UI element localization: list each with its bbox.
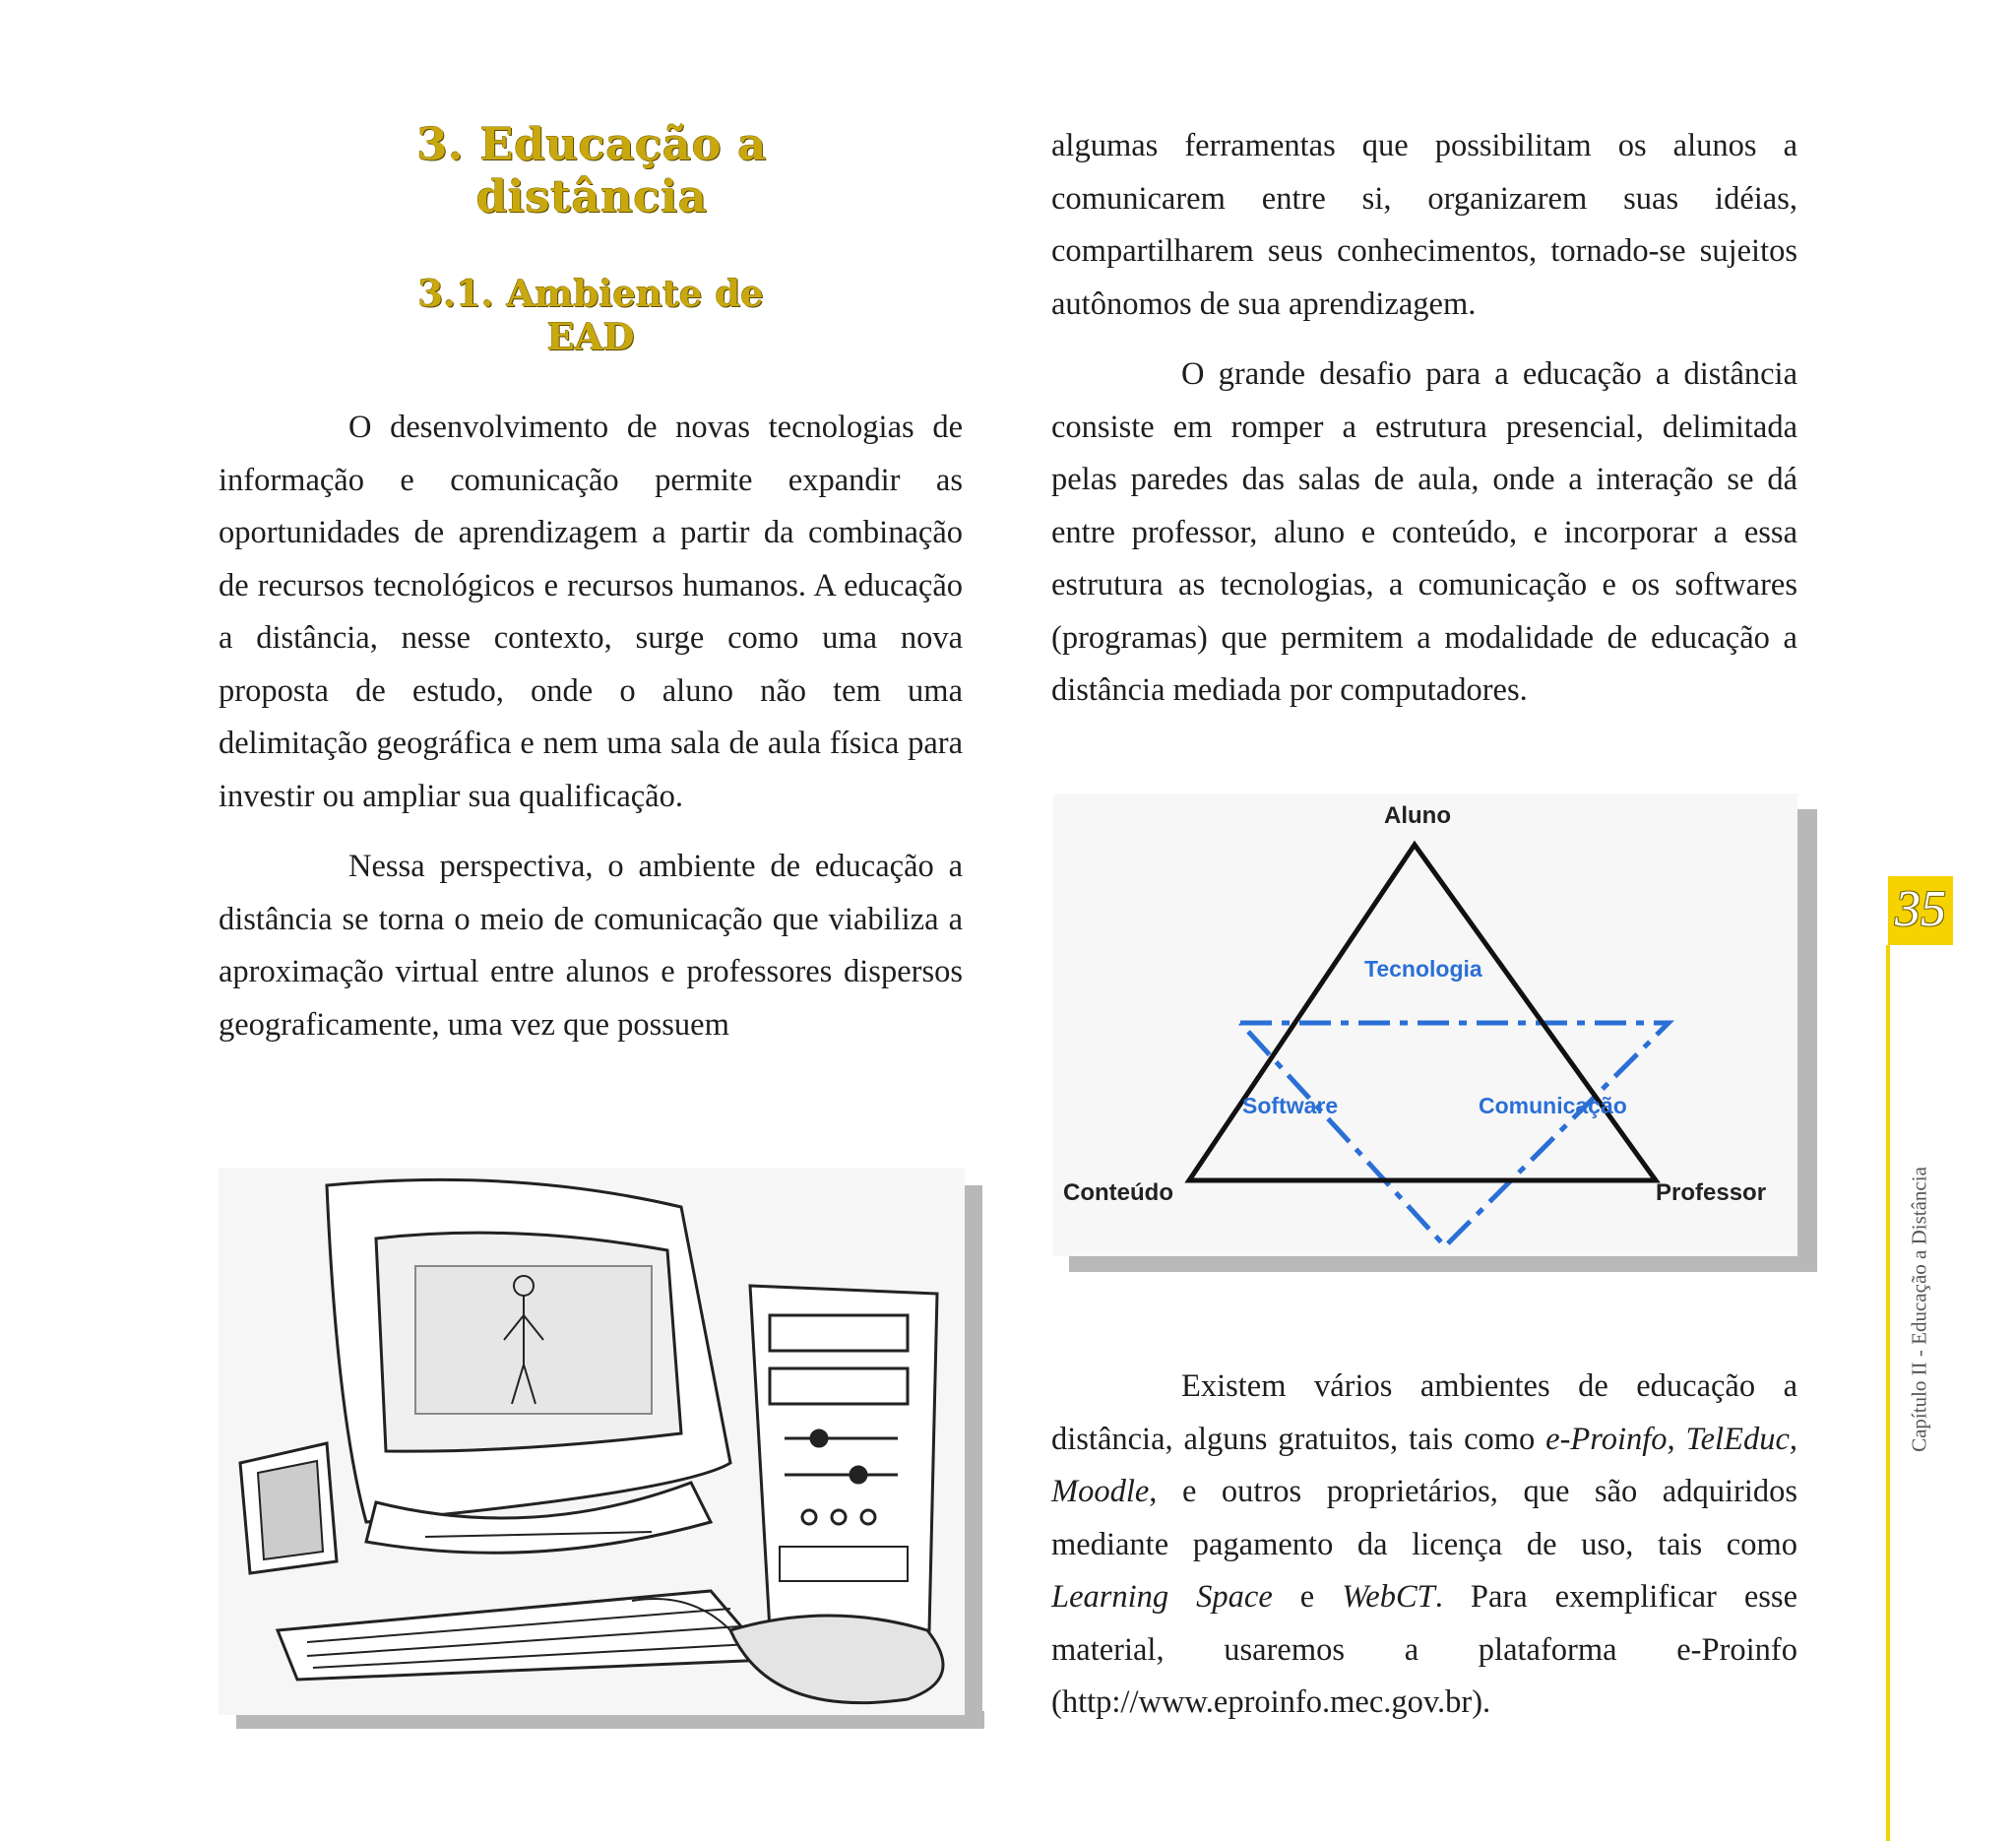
- label-software: Software: [1242, 1093, 1339, 1118]
- right-column-top: [1051, 120, 1797, 718]
- chapter-heading: 3. Educação a distância: [416, 118, 767, 222]
- p3-text-2: , e outros proprietários, que são adquiridos mediante pagamento da licença de uso, tais como: [1051, 1474, 1797, 1562]
- p3-text-1: Existem vários ambientes de educação a distância, alguns gratuitos, tais como: [1051, 1368, 1797, 1457]
- left-paragraph-1: O desenvolvimento de novas tecnologias de informação e comunicação permite expandir as oportunidades de aprendizagem a partir da combinação de recursos tecnológicos e recursos humanos. A educação a distância, nesse contexto, surge como uma nova proposta de estudo, onde o aluno não tem uma delimitação geográfica e nem uma sala de aula física para investir ou ampliar sua qualificação.: [219, 410, 963, 814]
- computer-illustration-svg: [219, 1168, 965, 1715]
- label-tecnologia: Tecnologia: [1364, 956, 1482, 982]
- p3-free-platforms: e-Proinfo, TelEduc, Moodle: [1051, 1421, 1797, 1509]
- label-aluno: Aluno: [1384, 802, 1451, 829]
- label-comunicacao: Comunicação: [1479, 1093, 1627, 1118]
- p3-webct: WebCT: [1342, 1579, 1435, 1615]
- left-paragraph-2: Nessa perspectiva, o ambiente de educação a distância se torna o meio de comunicação que viabiliza a aproximação virtual entre alunos e professores dispersos geograficamente, uma vez que possuem: [219, 849, 963, 1043]
- illustration-shadow-side: [965, 1185, 982, 1729]
- section-heading: 3.1. Ambiente de EAD: [417, 272, 764, 358]
- p3-text-4: . Para exemplificar esse material, usaremos a plataforma e-Proinfo (http://www.eproinfo.mec.gov.br).: [1051, 1579, 1797, 1720]
- page-number: 35: [1895, 881, 1946, 937]
- right-paragraph-2: O grande desafio para a educação a distância consiste em romper a estrutura presencial, delimitada pelas paredes das salas de aula, onde a interação se dá entre professor, aluno e conteúdo, e incorporar a essa estrutura as tecnologias, a comunicação e os softwares (programas) que permitem a modalidade de educação a distância mediada por computadores.: [1051, 356, 1797, 708]
- chapter-side-label: Capítulo II - Educação a Distância: [1907, 1167, 1931, 1452]
- computer-illustration: [219, 1168, 965, 1715]
- triangle-diagram-svg: [1053, 794, 1797, 1256]
- label-professor: Professor: [1656, 1179, 1767, 1206]
- diagram-shadow-side: [1797, 809, 1817, 1272]
- right-paragraph-3: [1051, 1361, 1797, 1730]
- p3-text-3: e: [1272, 1579, 1343, 1615]
- p3-learning-space: Learning Space: [1051, 1579, 1273, 1615]
- page-number-tab: [1888, 876, 1953, 945]
- label-conteudo: Conteúdo: [1063, 1179, 1173, 1206]
- right-paragraph-1: algumas ferramentas que possibilitam os alunos a comunicarem entre si, organizarem suas idéias, compartilharem seus conhecimentos, tornado-se sujeitos autônomos de sua aprendizagem.: [1051, 128, 1797, 322]
- right-column-bottom: [1051, 1361, 1797, 1730]
- triangle-diagram: [1053, 794, 1797, 1256]
- page-margin-line: [1886, 945, 1890, 1841]
- left-column: [219, 402, 963, 1051]
